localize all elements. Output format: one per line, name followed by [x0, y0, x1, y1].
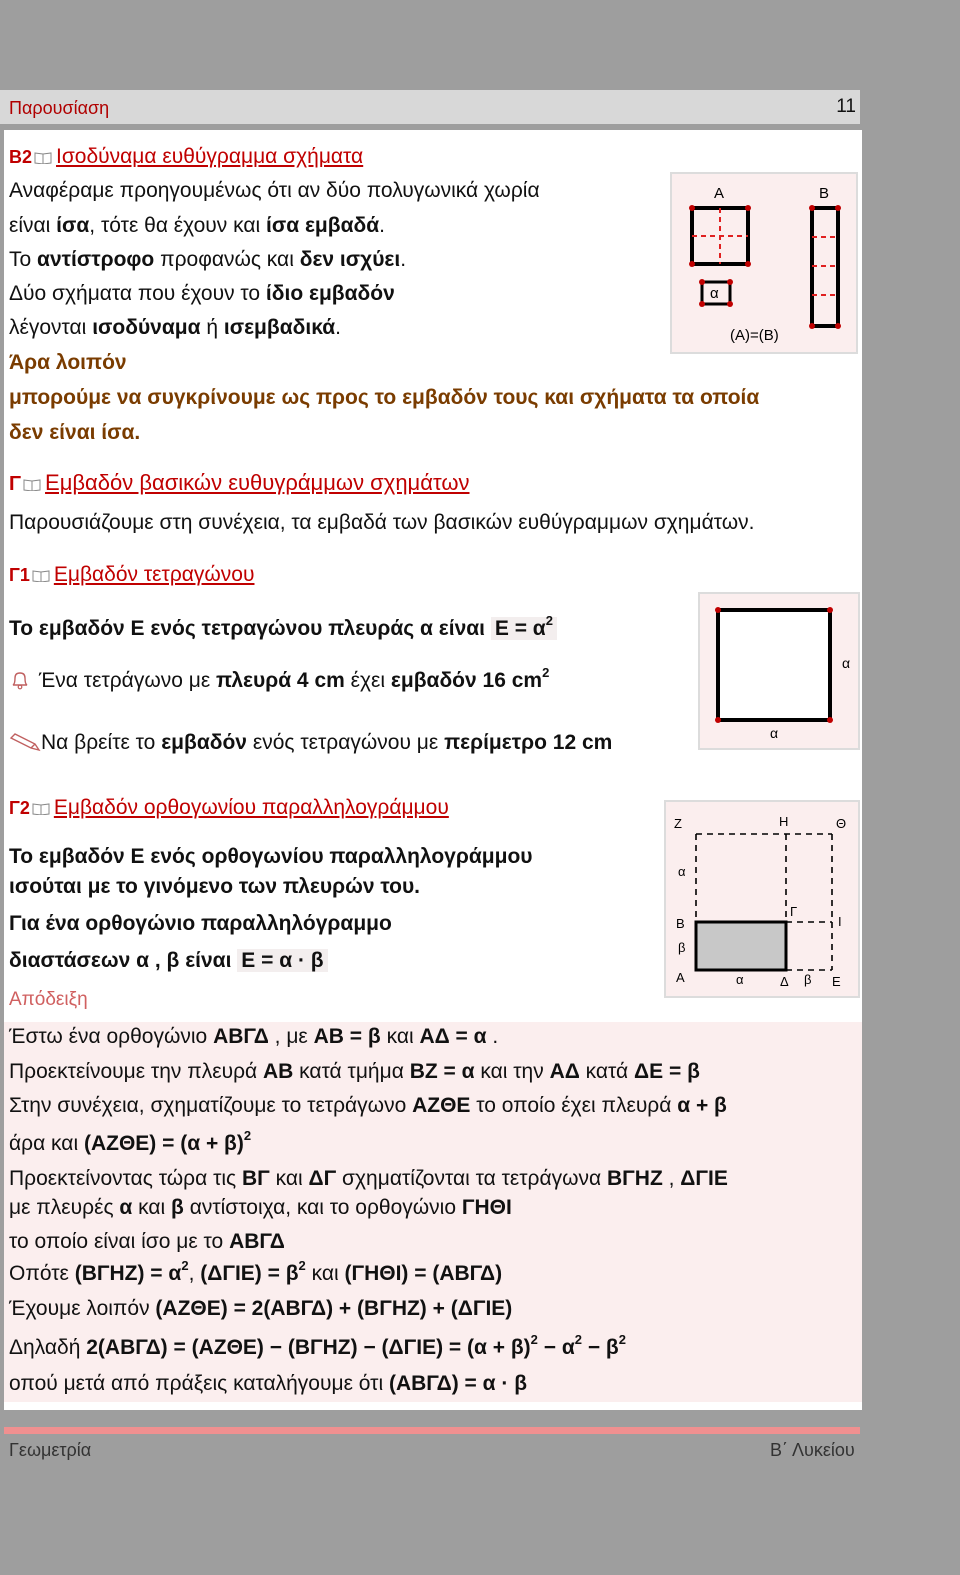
proof-line-4: άρα και $(AZ\Theta E) = (\alpha + \beta)^2$ — [9, 1128, 252, 1155]
g2-formula: Ε = α · β — [237, 949, 327, 972]
footer-bar — [4, 1427, 860, 1434]
fig-label-b: Β — [819, 185, 830, 202]
proof-line-1: Έστω ένα ορθογώνιο ΑΒΓΔ , με ΑΒ = β και ΑΔ = α . — [9, 1025, 499, 1048]
square-bottom-label: α — [770, 725, 779, 741]
b2-code: Β2 — [9, 147, 33, 167]
g2-code: Γ2 — [9, 798, 30, 818]
g2-statement-1: Το εμβαδόν Ε ενός ορθογωνίου παραλληλογράμμου — [9, 845, 533, 868]
g1-statement: Το εμβαδόν Ε ενός τετραγώνου πλευράς α είναι $E = \alpha^2$ — [9, 616, 557, 642]
fig-vertex-g: Γ — [790, 904, 798, 919]
g-intro: Παρουσιάζουμε στη συνέχεια, τα εμβαδά των βασικών ευθύγραμμων σχημάτων. — [9, 511, 755, 534]
square-figure — [698, 592, 860, 750]
b2-line-7: μπορούμε να συγκρίνουμε ως προς το εμβαδόν τους και σχήματα τα οποία — [9, 386, 760, 409]
fig-side-a-bottom: α — [736, 972, 744, 987]
proof-line-3: Στην συνέχεια, σχηματίζουμε το τετράγωνο ΑΖΘΕ το οποίο έχει πλευρά α + β — [9, 1094, 727, 1117]
b2-line-5: λέγονται ισοδύναμα ή ισεμβαδικά. — [9, 316, 341, 339]
b2-title[interactable]: Ισοδύναμα ευθύγραμμα σχήματα — [56, 145, 364, 168]
rectangle-proof-figure — [664, 800, 860, 998]
g2-statement-2: ισούται με το γινόμενο των πλευρών του. — [9, 875, 421, 898]
page-body — [4, 130, 862, 1410]
fig-vertex-h: Η — [779, 814, 789, 829]
g1-formula: $E = \alpha^2$ — [491, 617, 557, 640]
page-number: 11 — [836, 96, 856, 117]
square-drawing — [700, 594, 858, 748]
proof-line-8: Οπότε $(B\Gamma HZ) = \alpha^2$, $(\Delta\Gamma IE) = \beta^2$ και (ΓΗΘΙ) = (ΑΒΓΔ) — [9, 1258, 503, 1285]
book-icon — [34, 151, 52, 164]
proof-line-10: Δηλαδή $2(AB\Gamma\Delta) = (AZ\Theta E) - (B\Gamma HZ) - (\Delta\Gamma IE) = (\alpha + \beta)^2 - \alpha^2 - \beta^2$ — [9, 1332, 626, 1359]
g2-heading — [9, 795, 449, 821]
fig-side-a-left: α — [678, 864, 686, 879]
b2-line-4: Δύο σχήματα που έχουν το ίδιο εμβαδόν — [9, 282, 395, 305]
footer-grade: Β΄ Λυκείου — [770, 1440, 855, 1460]
b2-line-3: Το αντίστροφο προφανώς και δεν ισχύει. — [9, 248, 407, 271]
fig-label-alpha: α — [710, 285, 719, 302]
fig-caption: (Α)=(Β) — [730, 327, 779, 344]
book-icon — [32, 802, 50, 815]
bell-icon — [9, 670, 33, 690]
g-heading — [9, 470, 470, 497]
b2-line-6: Άρα λοιπόν — [9, 351, 127, 374]
fig-vertex-e: Ε — [832, 974, 841, 989]
equivalent-shapes-drawing — [672, 174, 856, 352]
footer-subject: Γεωμετρία — [9, 1440, 92, 1460]
b2-heading — [9, 144, 363, 170]
fig-side-b-left: β — [678, 940, 686, 955]
g-title[interactable]: Εμβαδόν βασικών ευθυγράμμων σχημάτων — [45, 470, 470, 495]
g2-statement-3: Για ένα ορθογώνιο παραλληλόγραμμο — [9, 912, 392, 935]
proof-line-2: Προεκτείνουμε την πλευρά ΑΒ κατά τμήμα ΒΖ = α και την ΑΔ κατά ΔΕ = β — [9, 1060, 700, 1083]
page-header — [0, 90, 860, 124]
g1-title[interactable]: Εμβαδόν τετραγώνου — [53, 563, 255, 586]
proof-line-9: Έχουμε λοιπόν (ΑΖΘΕ) = 2(ΑΒΓΔ) + (ΒΓΗΖ) + (ΔΓΙΕ) — [9, 1297, 513, 1320]
fig-vertex-b: Β — [676, 916, 685, 931]
rectangle-proof-drawing — [666, 802, 858, 996]
proof-line-7: το οποίο είναι ίσο με το ΑΒΓΔ — [9, 1230, 285, 1253]
g1-code: Γ1 — [9, 565, 30, 585]
proof-line-11: οπού μετά από πράξεις καταλήγουμε ότι (ΑΒΓΔ) = α · β — [9, 1372, 528, 1395]
fig-vertex-theta: Θ — [836, 816, 847, 831]
fig-label-a: Α — [714, 185, 725, 202]
g2-title[interactable]: Εμβαδόν ορθογωνίου παραλληλογράμμου — [53, 796, 449, 819]
section-title: Παρουσίαση — [9, 98, 110, 118]
square-side-label: α — [842, 655, 851, 671]
fig-vertex-a: Α — [676, 970, 685, 985]
book-icon — [32, 569, 50, 582]
fig-vertex-i: Ι — [838, 914, 842, 929]
pencil-icon — [9, 732, 41, 752]
g1-exercise: Να βρείτε το εμβαδόν ενός τετραγώνου με περίμετρο 12 cm — [9, 730, 612, 756]
b2-line-1: Αναφέραμε προηγουμένως ότι αν δύο πολυγωνικά χωρία — [9, 179, 540, 202]
fig-vertex-d: Δ — [780, 974, 789, 989]
g1-heading — [9, 562, 254, 588]
book-icon — [23, 478, 41, 491]
fig-side-b-bottom: β — [804, 972, 812, 987]
g-code: Γ — [9, 473, 22, 495]
b2-line-8: δεν είναι ίσα. — [9, 421, 141, 444]
g1-example: Ένα τετράγωνο με πλευρά 4 cm έχει εμβαδόν 16 $cm^2$ — [9, 668, 549, 694]
g2-statement-4: διαστάσεων α , β είναι Ε = α · β — [9, 948, 328, 974]
proof-line-6: με πλευρές α και β αντίστοιχα, και το ορθογώνιο ΓΗΘΙ — [9, 1196, 512, 1219]
b2-line-2: είναι ίσα, τότε θα έχουν και ίσα εμβαδά. — [9, 214, 385, 237]
proof-line-5: Προεκτείνοντας τώρα τις ΒΓ και ΔΓ σχηματίζονται τα τετράγωνα ΒΓΗΖ , ΔΓΙΕ — [9, 1167, 728, 1190]
equivalent-shapes-figure — [670, 172, 858, 354]
proof-label: Απόδειξη — [9, 989, 88, 1010]
fig-vertex-z: Ζ — [674, 816, 682, 831]
